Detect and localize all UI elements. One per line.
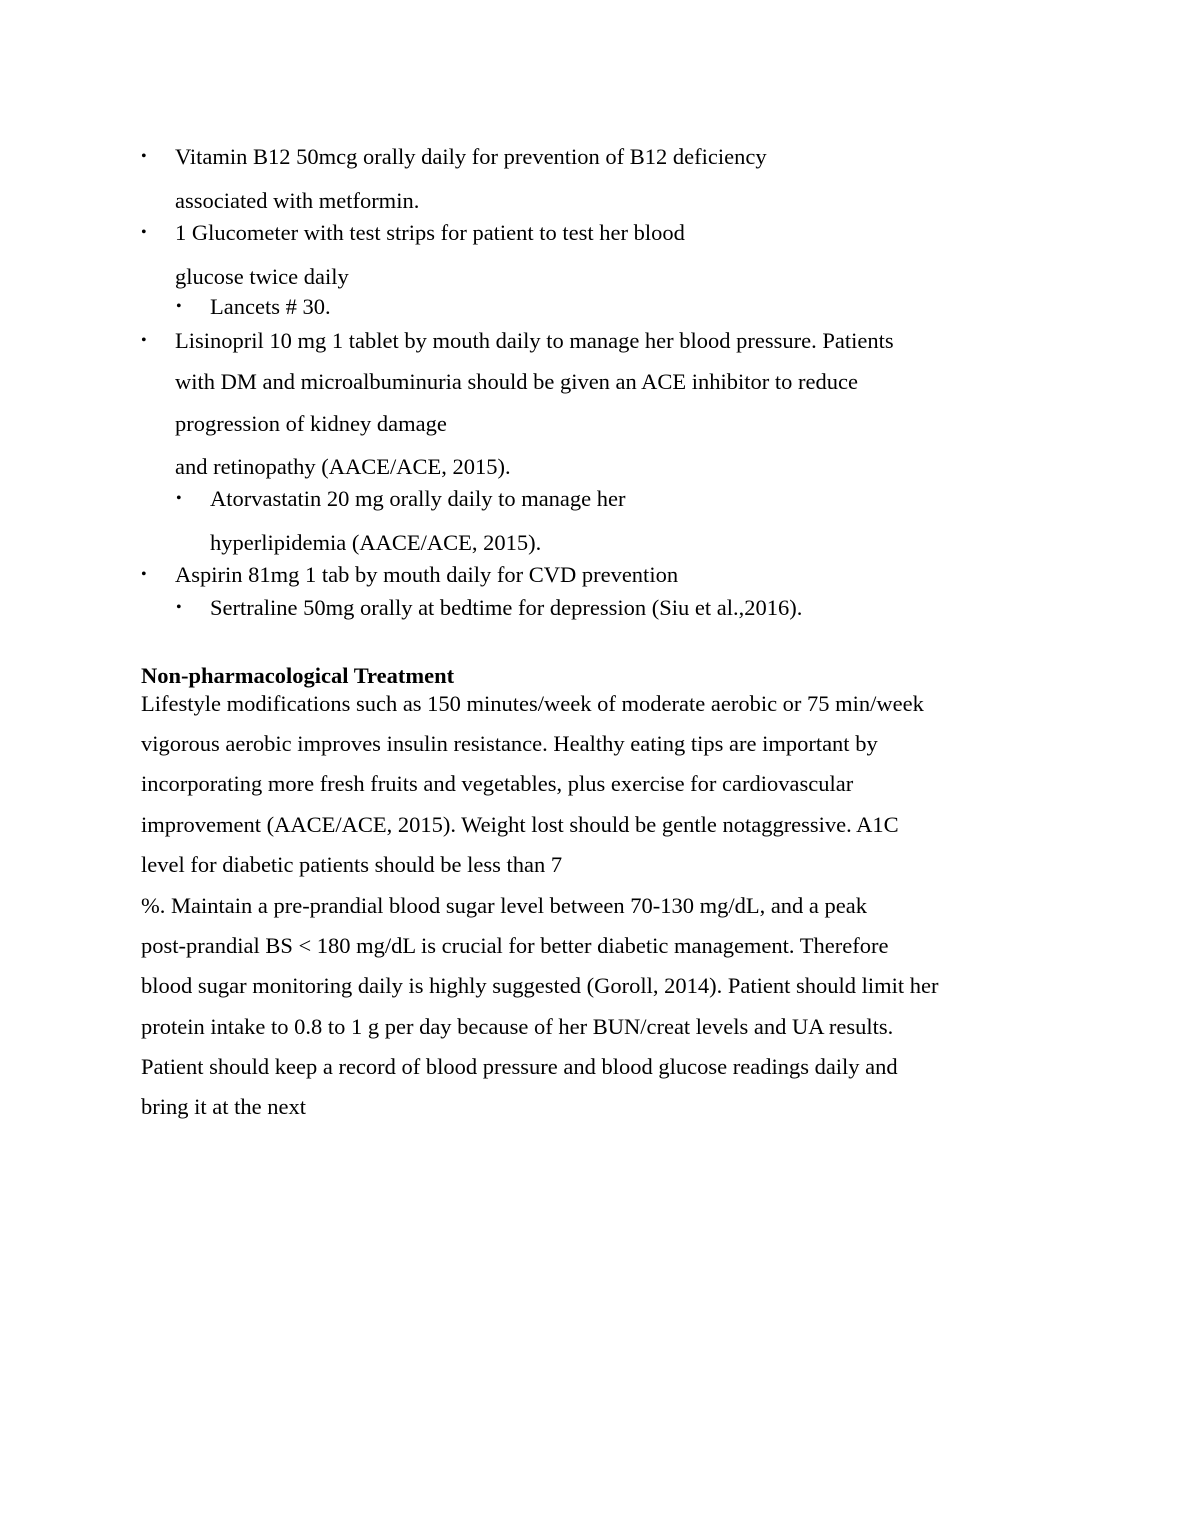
med-lisinopril-line4: and retinopathy (AACE/ACE, 2015). (175, 454, 511, 479)
bullet-marker: • (176, 298, 182, 315)
bullet-marker: • (141, 224, 147, 241)
paragraph-line: post-prandial BS < 180 mg/dL is crucial for better diabetic management. Therefore (141, 933, 889, 958)
paragraph-line: bring it at the next (141, 1094, 306, 1119)
bullet-marker: • (176, 599, 182, 616)
med-glucometer-line2: glucose twice daily (175, 264, 349, 289)
med-aspirin: Aspirin 81mg 1 tab by mouth daily for CVD prevention (175, 562, 679, 587)
paragraph-line: protein intake to 0.8 to 1 g per day because of her BUN/creat levels and UA results. (141, 1014, 894, 1039)
bullet-marker: • (141, 566, 147, 583)
bullet-marker: • (176, 490, 182, 507)
paragraph-line: %. Maintain a pre-prandial blood sugar level between 70-130 mg/dL, and a peak (141, 893, 868, 918)
paragraph-line: incorporating more fresh fruits and vegetables, plus exercise for cardiovascular (141, 771, 854, 796)
paragraph-line: blood sugar monitoring daily is highly suggested (Goroll, 2014). Patient should limit her (141, 973, 939, 998)
paragraph-line: vigorous aerobic improves insulin resistance. Healthy eating tips are important by (141, 731, 878, 756)
bullet-marker: • (141, 332, 147, 349)
paragraph-line: level for diabetic patients should be less than 7 (141, 852, 563, 877)
med-lancets: Lancets # 30. (210, 294, 331, 319)
med-b12-line1: Vitamin B12 50mcg orally daily for prevention of B12 deficiency (175, 144, 767, 169)
med-sertraline: Sertraline 50mg orally at bedtime for depression (Siu et al.,2016). (210, 595, 803, 620)
bullet-marker: • (141, 148, 147, 165)
med-lisinopril-line2: with DM and microalbuminuria should be given an ACE inhibitor to reduce (175, 369, 858, 394)
med-atorvastatin-line1: Atorvastatin 20 mg orally daily to manage her (210, 486, 626, 511)
med-lisinopril-line1: Lisinopril 10 mg 1 tablet by mouth daily to manage her blood pressure. Patients (175, 328, 894, 353)
paragraph-line: improvement (AACE/ACE, 2015). Weight lost should be gentle notaggressive. A1C (141, 812, 899, 837)
paragraph-line: Lifestyle modifications such as 150 minutes/week of moderate aerobic or 75 min/week (141, 691, 924, 716)
med-lisinopril-line3: progression of kidney damage (175, 411, 447, 436)
section-heading: Non-pharmacological Treatment (141, 663, 455, 688)
med-atorvastatin-line2: hyperlipidemia (AACE/ACE, 2015). (210, 530, 542, 555)
med-b12-line2: associated with metformin. (175, 188, 420, 213)
paragraph-line: Patient should keep a record of blood pressure and blood glucose readings daily and (141, 1054, 898, 1079)
med-glucometer-line1: 1 Glucometer with test strips for patient to test her blood (175, 220, 685, 245)
